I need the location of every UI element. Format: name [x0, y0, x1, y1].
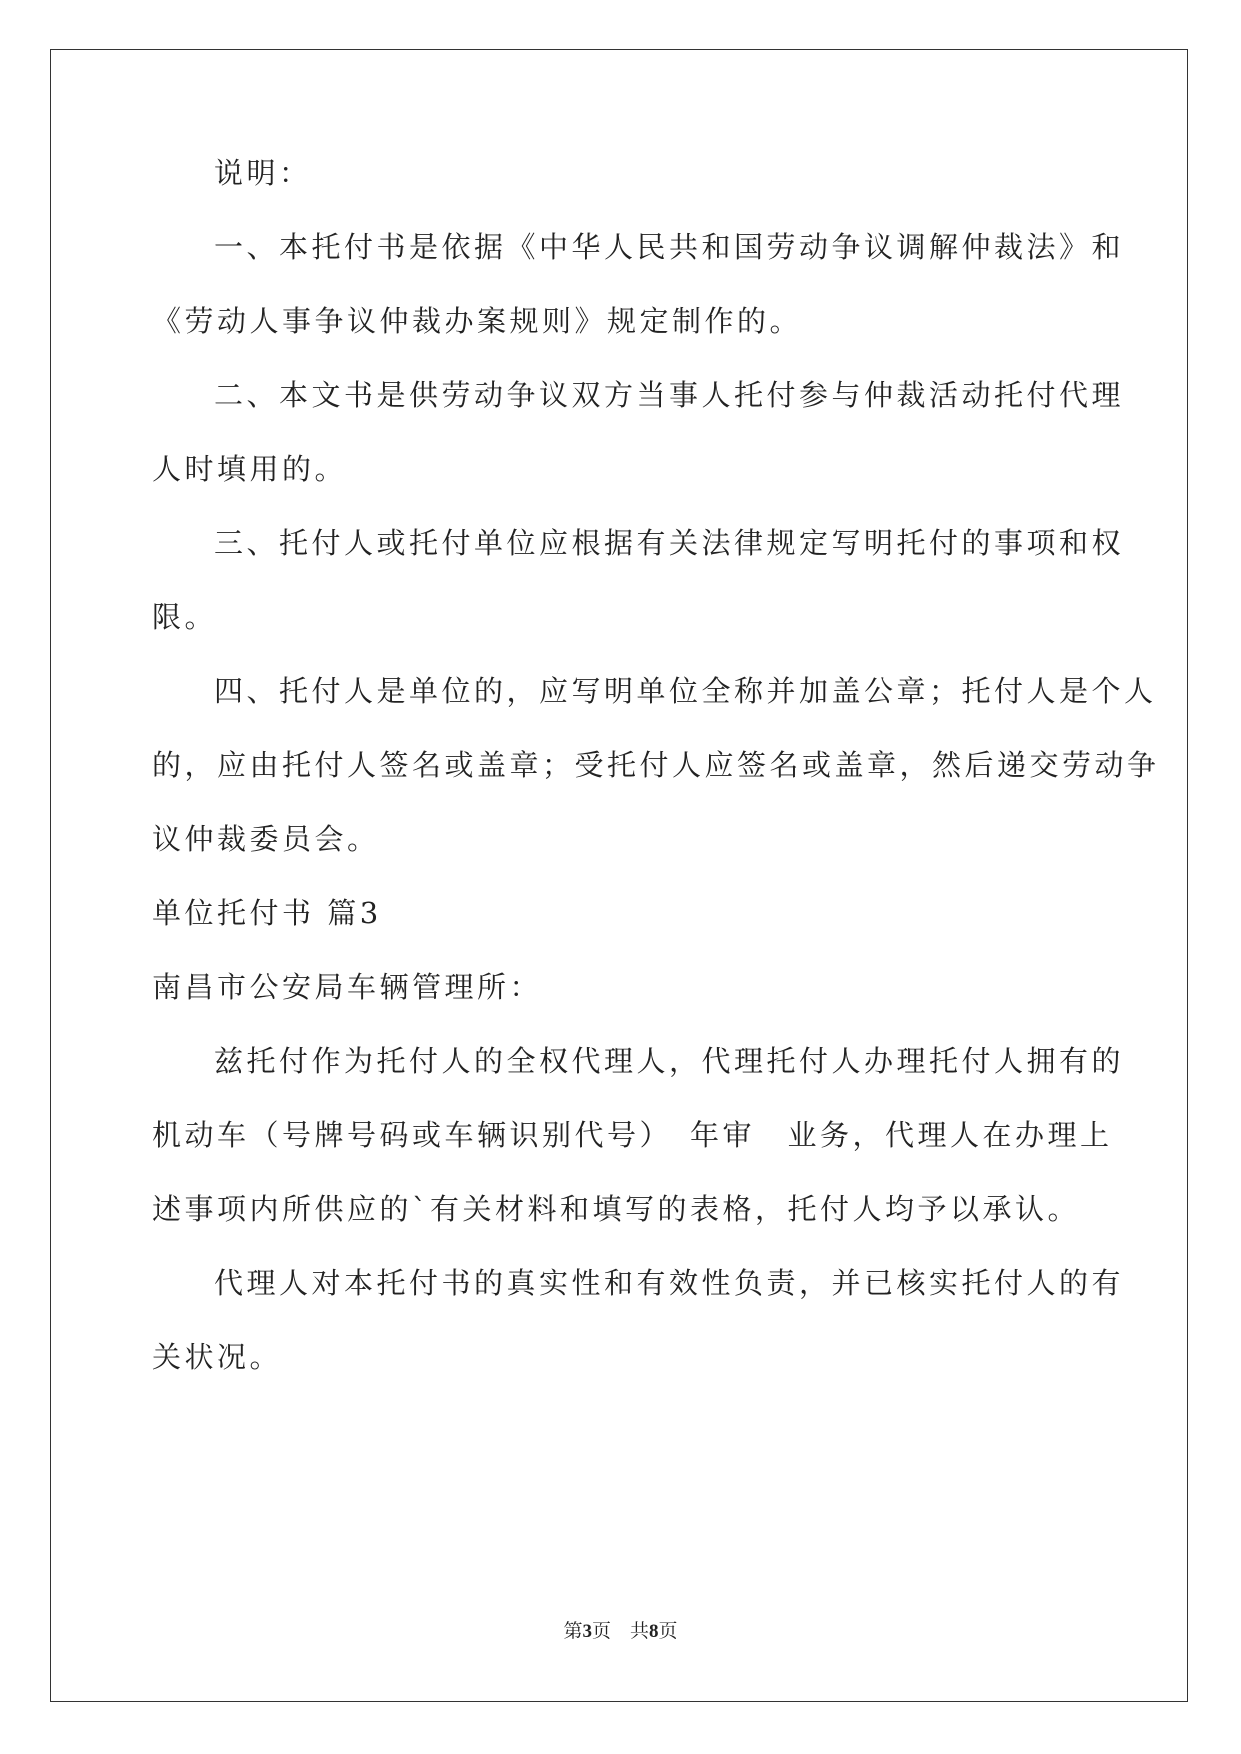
paragraph-line: 代理人对本托付书的真实性和有效性负责，并已核实托付人的有	[214, 1266, 1125, 1300]
heading-note: 说明：	[214, 156, 312, 190]
paragraph-line: 关状况。	[152, 1340, 283, 1374]
paragraph-line: 限。	[152, 600, 218, 634]
paragraph-line: 兹托付作为托付人的全权代理人，代理托付人办理托付人拥有的	[214, 1044, 1125, 1078]
paragraph-line: 二、本文书是供劳动争议双方当事人托付参与仲裁活动托付代理	[214, 378, 1125, 412]
section-title: 单位托付书 篇3	[152, 896, 382, 930]
footer-prefix: 第	[563, 1621, 583, 1642]
addressee: 南昌市公安局车辆管理所：	[152, 970, 543, 1004]
paragraph-line: 四、托付人是单位的，应写明单位全称并加盖公章；托付人是个人	[214, 674, 1157, 708]
footer-suffix: 页	[658, 1621, 678, 1642]
paragraph-line: 人时填用的。	[152, 452, 348, 486]
current-page-number: 3	[582, 1621, 592, 1642]
paragraph-line: 议仲裁委员会。	[152, 822, 380, 856]
paragraph-line: 一、本托付书是依据《中华人民共和国劳动争议调解仲裁法》和	[214, 230, 1125, 264]
paragraph-line: 机动车（号牌号码或车辆识别代号） 年审 业务，代理人在办理上	[152, 1118, 1113, 1152]
paragraph-line: 《劳动人事争议仲裁办案规则》规定制作的。	[152, 304, 803, 338]
paragraph-line: 的，应由托付人签名或盖章；受托付人应签名或盖章，然后递交劳动争	[152, 748, 1160, 782]
paragraph-line: 三、托付人或托付单位应根据有关法律规定写明托付的事项和权	[214, 526, 1125, 560]
page-footer	[0, 1616, 1241, 1643]
page-border	[50, 49, 1188, 1702]
paragraph-line: 述事项内所供应的`有关材料和填写的表格，托付人均予以承认。	[152, 1192, 1081, 1226]
total-pages-number: 8	[649, 1621, 659, 1642]
footer-middle: 页 共	[591, 1621, 649, 1642]
